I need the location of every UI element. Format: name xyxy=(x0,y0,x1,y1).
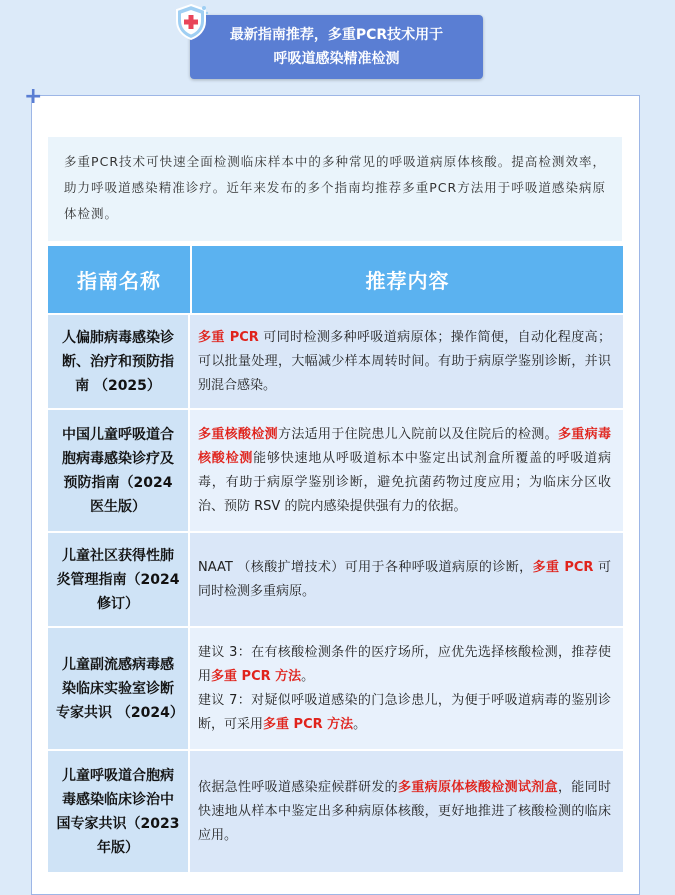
table-row xyxy=(48,531,623,626)
medical-shield-icon xyxy=(172,2,210,42)
column-header-recommendation: 推荐内容 xyxy=(365,269,450,293)
page-title-banner xyxy=(190,15,483,79)
table-row xyxy=(48,313,623,408)
plus-icon: + xyxy=(24,84,43,109)
table-header xyxy=(48,246,623,313)
recommendation-paragraph xyxy=(198,689,611,737)
highlighted-text: 多重病原体核酸检测试剂盒 xyxy=(397,779,558,795)
recommendation-paragraph xyxy=(198,776,611,848)
body-text: 能够快速地从呼吸道标本中鉴定出试剂盒所覆盖的呼吸道病毒，有助于病原学鉴别诊断，避免抗菌药物过度应用；为临床分区收治、预防 RSV 的院内感染提供强有力的依据。 xyxy=(198,450,611,514)
table-row xyxy=(48,408,623,531)
recommendation-content xyxy=(190,751,623,872)
recommendation-paragraph xyxy=(198,423,611,519)
body-text: 建议 3：在有核酸检测条件的医疗场所，应优先选择核酸检测，推荐使用 xyxy=(198,644,611,684)
body-text: 可同时检测多重病原。 xyxy=(198,559,612,599)
recommendation-paragraph xyxy=(198,326,611,398)
body-text: 依据急性呼吸道感染症候群研发的 xyxy=(198,779,398,795)
guideline-name: 中国儿童呼吸道合胞病毒感染诊疗及预防指南（2024 医生版） xyxy=(48,410,190,531)
column-header-guideline-name: 指南名称 xyxy=(48,246,192,313)
guideline-name: 儿童副流感病毒感染临床实验室诊断专家共识 （2024） xyxy=(48,628,190,749)
recommendation-paragraph xyxy=(198,641,611,689)
guideline-name: 儿童呼吸道合胞病毒感染临床诊治中国专家共识（2023 年版） xyxy=(48,751,190,872)
recommendation-content xyxy=(190,315,623,408)
body-text: 可同时检测多种呼吸道病原体；操作简便，自动化程度高；可以批量处理，大幅减少样本周转时间。有助于病原学鉴别诊断，并识别混合感染。 xyxy=(198,329,612,393)
intro-paragraph: 多重PCR技术可快速全面检测临床样本中的多种常见的呼吸道病原体核酸。提高检测效率，助力呼吸道感染精准诊疗。近年来发布的多个指南均推荐多重PCR方法用于呼吸道感染病原体检测。 xyxy=(48,137,622,241)
table-row xyxy=(48,749,623,872)
guideline-name: 儿童社区获得性肺炎管理指南（2024 修订） xyxy=(48,533,190,626)
body-text: 。 xyxy=(301,668,315,684)
highlighted-text: 多重 PCR xyxy=(532,559,594,575)
recommendation-content xyxy=(190,410,623,531)
page-title-line1: 最新指南推荐，多重PCR技术用于 xyxy=(229,27,444,43)
highlighted-text: 多重病毒核酸检测 xyxy=(198,426,611,466)
highlighted-text: 多重 PCR 方法 xyxy=(211,668,302,684)
highlighted-text: 多重核酸检测 xyxy=(198,426,278,442)
guideline-name: 人偏肺病毒感染诊断、治疗和预防指南 （2025） xyxy=(48,315,190,408)
body-text: NAAT （核酸扩增技术）可用于各种呼吸道病原的诊断， xyxy=(198,559,533,575)
table-row xyxy=(48,626,623,749)
recommendation-paragraph xyxy=(198,556,611,604)
highlighted-text: 多重 PCR 方法 xyxy=(263,716,354,732)
page-title-line2: 呼吸道感染精准检测 xyxy=(273,51,400,67)
guideline-table xyxy=(48,246,623,872)
body-text: ，能同时快速地从样本中鉴定出多种病原体核酸，更好地推进了核酸检测的临床应用。 xyxy=(198,779,611,843)
highlighted-text: 多重 PCR xyxy=(198,329,259,345)
body-text: 建议 7：对疑似呼吸道感染的门急诊患儿，为便于呼吸道病毒的鉴别诊断，可采用 xyxy=(198,692,611,732)
body-text: 。 xyxy=(353,716,367,732)
body-text: 方法适用于住院患儿入院前以及住院后的检测。 xyxy=(278,426,558,442)
recommendation-content xyxy=(190,533,623,626)
recommendation-content xyxy=(190,628,623,749)
